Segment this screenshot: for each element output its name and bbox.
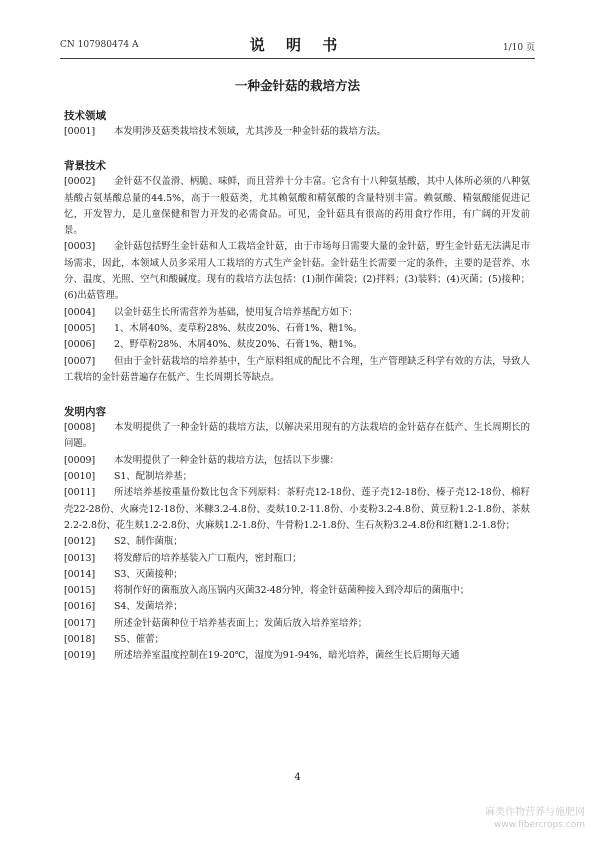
paragraph-text: 以金针菇生长所需营养为基础，使用复合培养基配方如下： (114, 306, 358, 318)
paragraph-text: 将发酵后的培养基装入广口瓶内，密封瓶口； (114, 552, 302, 564)
paragraph-number: [0013] (64, 552, 96, 564)
paragraph (64, 485, 530, 534)
section-heading: 发明内容 (64, 406, 106, 419)
paragraph-number: [0006] (64, 339, 96, 351)
section-technical-field (64, 108, 530, 140)
section-invention-content (64, 404, 530, 664)
watermark-url: www.fibercrops.com (494, 820, 585, 830)
paragraph-text: 金针菇包括野生金针菇和人工栽培金针菇，由于市场每日需要大量的金针菇，野生金针菇无法满足市场需求，因此，本领域人员多采用人工栽培的方式生产金针菇。金针菇生长需要一定的条件，主要的是营养、水分、温度、光照、空气和酸碱度。现有的栽培方法包括：(1)制作菌袋；(2)拌料；(3)装料；(4)灭菌；(5)接种；(6)出菇管理。 (64, 241, 530, 302)
paragraph-number: [0002] (64, 176, 96, 188)
paragraph (64, 337, 530, 353)
paragraph-text: 本发明提供了一种金针菇的栽培方法，包括以下步骤： (114, 454, 340, 466)
paragraph-text: 金针菇不仅盖滑、柄脆、味鲜，而且营养十分丰富。它含有十八种氨基酸，其中人体所必须的八种氨基酸占氨基酸总量的44.5%，高于一般菇类，尤其赖氨酸和精氨酸的含量特别丰富。赖氨酸、精氨酸能促进记忆，开发智力，是儿童保健和智力开发的必需食品。可见，金针菇具有很高的药用食疗作用，有广阔的开发前景。 (64, 176, 530, 237)
paragraph-text: 本发明涉及菇类栽培技术领域，尤其涉及一种金针菇的栽培方法。 (114, 126, 386, 137)
paragraph (64, 239, 530, 304)
paragraph (64, 616, 530, 632)
paragraph-number: [0003] (64, 241, 96, 253)
header-divider (60, 58, 535, 59)
paragraph (64, 534, 530, 550)
paragraph (64, 567, 530, 583)
paragraph-number: [0011] (64, 487, 96, 499)
paragraph (64, 174, 530, 239)
paragraph-text: 将制作好的菌瓶放入高压锅内灭菌32-48分钟，将金针菇菌种接入到冷却后的菌瓶中； (114, 585, 470, 597)
page-number: 4 (294, 772, 301, 783)
paragraph-text: S3、灭菌接种； (114, 568, 183, 580)
paragraph-number: [0018] (64, 634, 96, 646)
paragraph-text: 所述培养基按重量份数比包含下列原料：茶籽壳12-18份、莲子壳12-18份、榛子壳12-18份、棉籽壳22-28份、火麻壳12-18份、米糠3.2-4.8份、麦麸10.2-11.8份、小麦粉3.2-4.8份、黄豆粉1.2-1.8份、茶麸2.2-2.8份、花生麸1.2-2.8份、火麻麸1.2-1.8份、牛骨粉1.2-1.8份、生石灰粉3.2-4.8份和红糖1.2-1.8份； (64, 487, 530, 531)
paragraph (64, 124, 530, 140)
paragraph (64, 453, 530, 469)
paragraph (64, 599, 530, 615)
paragraph-text: 所述金针菇菌种位于培养基表面上；发菌后放入培养室培养； (114, 617, 368, 629)
paragraph-number: [0009] (64, 454, 96, 466)
paragraph (64, 583, 530, 599)
paragraph-number: [0015] (64, 585, 96, 597)
document-title: 一种金针菇的栽培方法 (234, 78, 360, 93)
paragraph-text: 但由于金针菇栽培的培养基中，生产原料组成的配比不合理，生产管理缺乏科学有效的方法，导致人工栽培的金针菇普遍存在低产、生长周期长等缺点。 (64, 355, 530, 383)
paragraph-number: [0019] (64, 650, 96, 662)
section-background (64, 158, 530, 386)
paragraph (64, 469, 530, 485)
paragraph-text: 1、木屑40%、麦草粉28%、麸皮20%、石膏1%、糖1%。 (114, 322, 363, 334)
page-header (60, 32, 535, 58)
paragraph (64, 551, 530, 567)
paragraph (64, 321, 530, 337)
paragraph-text: 所述培养室温度控制在19-20℃，湿度为91-94%，暗光培养，菌丝生长后期每天通 (114, 650, 460, 662)
paragraph-number: [0014] (64, 568, 96, 580)
section-heading: 技术领域 (64, 110, 106, 122)
document-type: 说 明 书 (249, 36, 346, 54)
watermark-title: 麻类作物营养与施肥网 (485, 807, 585, 818)
paragraph-number: [0016] (64, 601, 96, 613)
paragraph-text: 2、野草粉28%、木屑40%、麸皮20%、石膏1%、糖1%。 (114, 339, 363, 351)
patent-number: CN 107980474 A (60, 40, 139, 50)
paragraph-number: [0001] (64, 126, 96, 137)
paragraph-number: [0007] (64, 355, 96, 367)
paragraph-number: [0017] (64, 617, 96, 629)
paragraph (64, 648, 530, 664)
paragraph-number: [0005] (64, 322, 96, 334)
paragraph-text: S4、发菌培养； (114, 601, 183, 613)
paragraph-text: 本发明提供了一种金针菇的栽培方法，以解决采用现有的方法栽培的金针菇存在低产、生长周期长的问题。 (64, 422, 530, 450)
paragraph-text: S5、催蕾； (114, 634, 164, 646)
watermark (485, 806, 585, 832)
paragraph (64, 354, 530, 387)
paragraph-number: [0008] (64, 422, 96, 434)
paragraph-number: [0004] (64, 306, 96, 318)
paragraph-number: [0012] (64, 536, 96, 548)
paragraph (64, 632, 530, 648)
document-body (64, 108, 530, 665)
paragraph-text: S2、制作菌瓶； (114, 536, 183, 548)
paragraph-number: [0010] (64, 471, 96, 483)
section-heading: 背景技术 (64, 160, 106, 173)
paragraph (64, 420, 530, 453)
page-indicator: 1/10 页 (502, 43, 535, 53)
paragraph (64, 305, 530, 321)
paragraph-text: S1、配制培养基； (114, 471, 193, 483)
